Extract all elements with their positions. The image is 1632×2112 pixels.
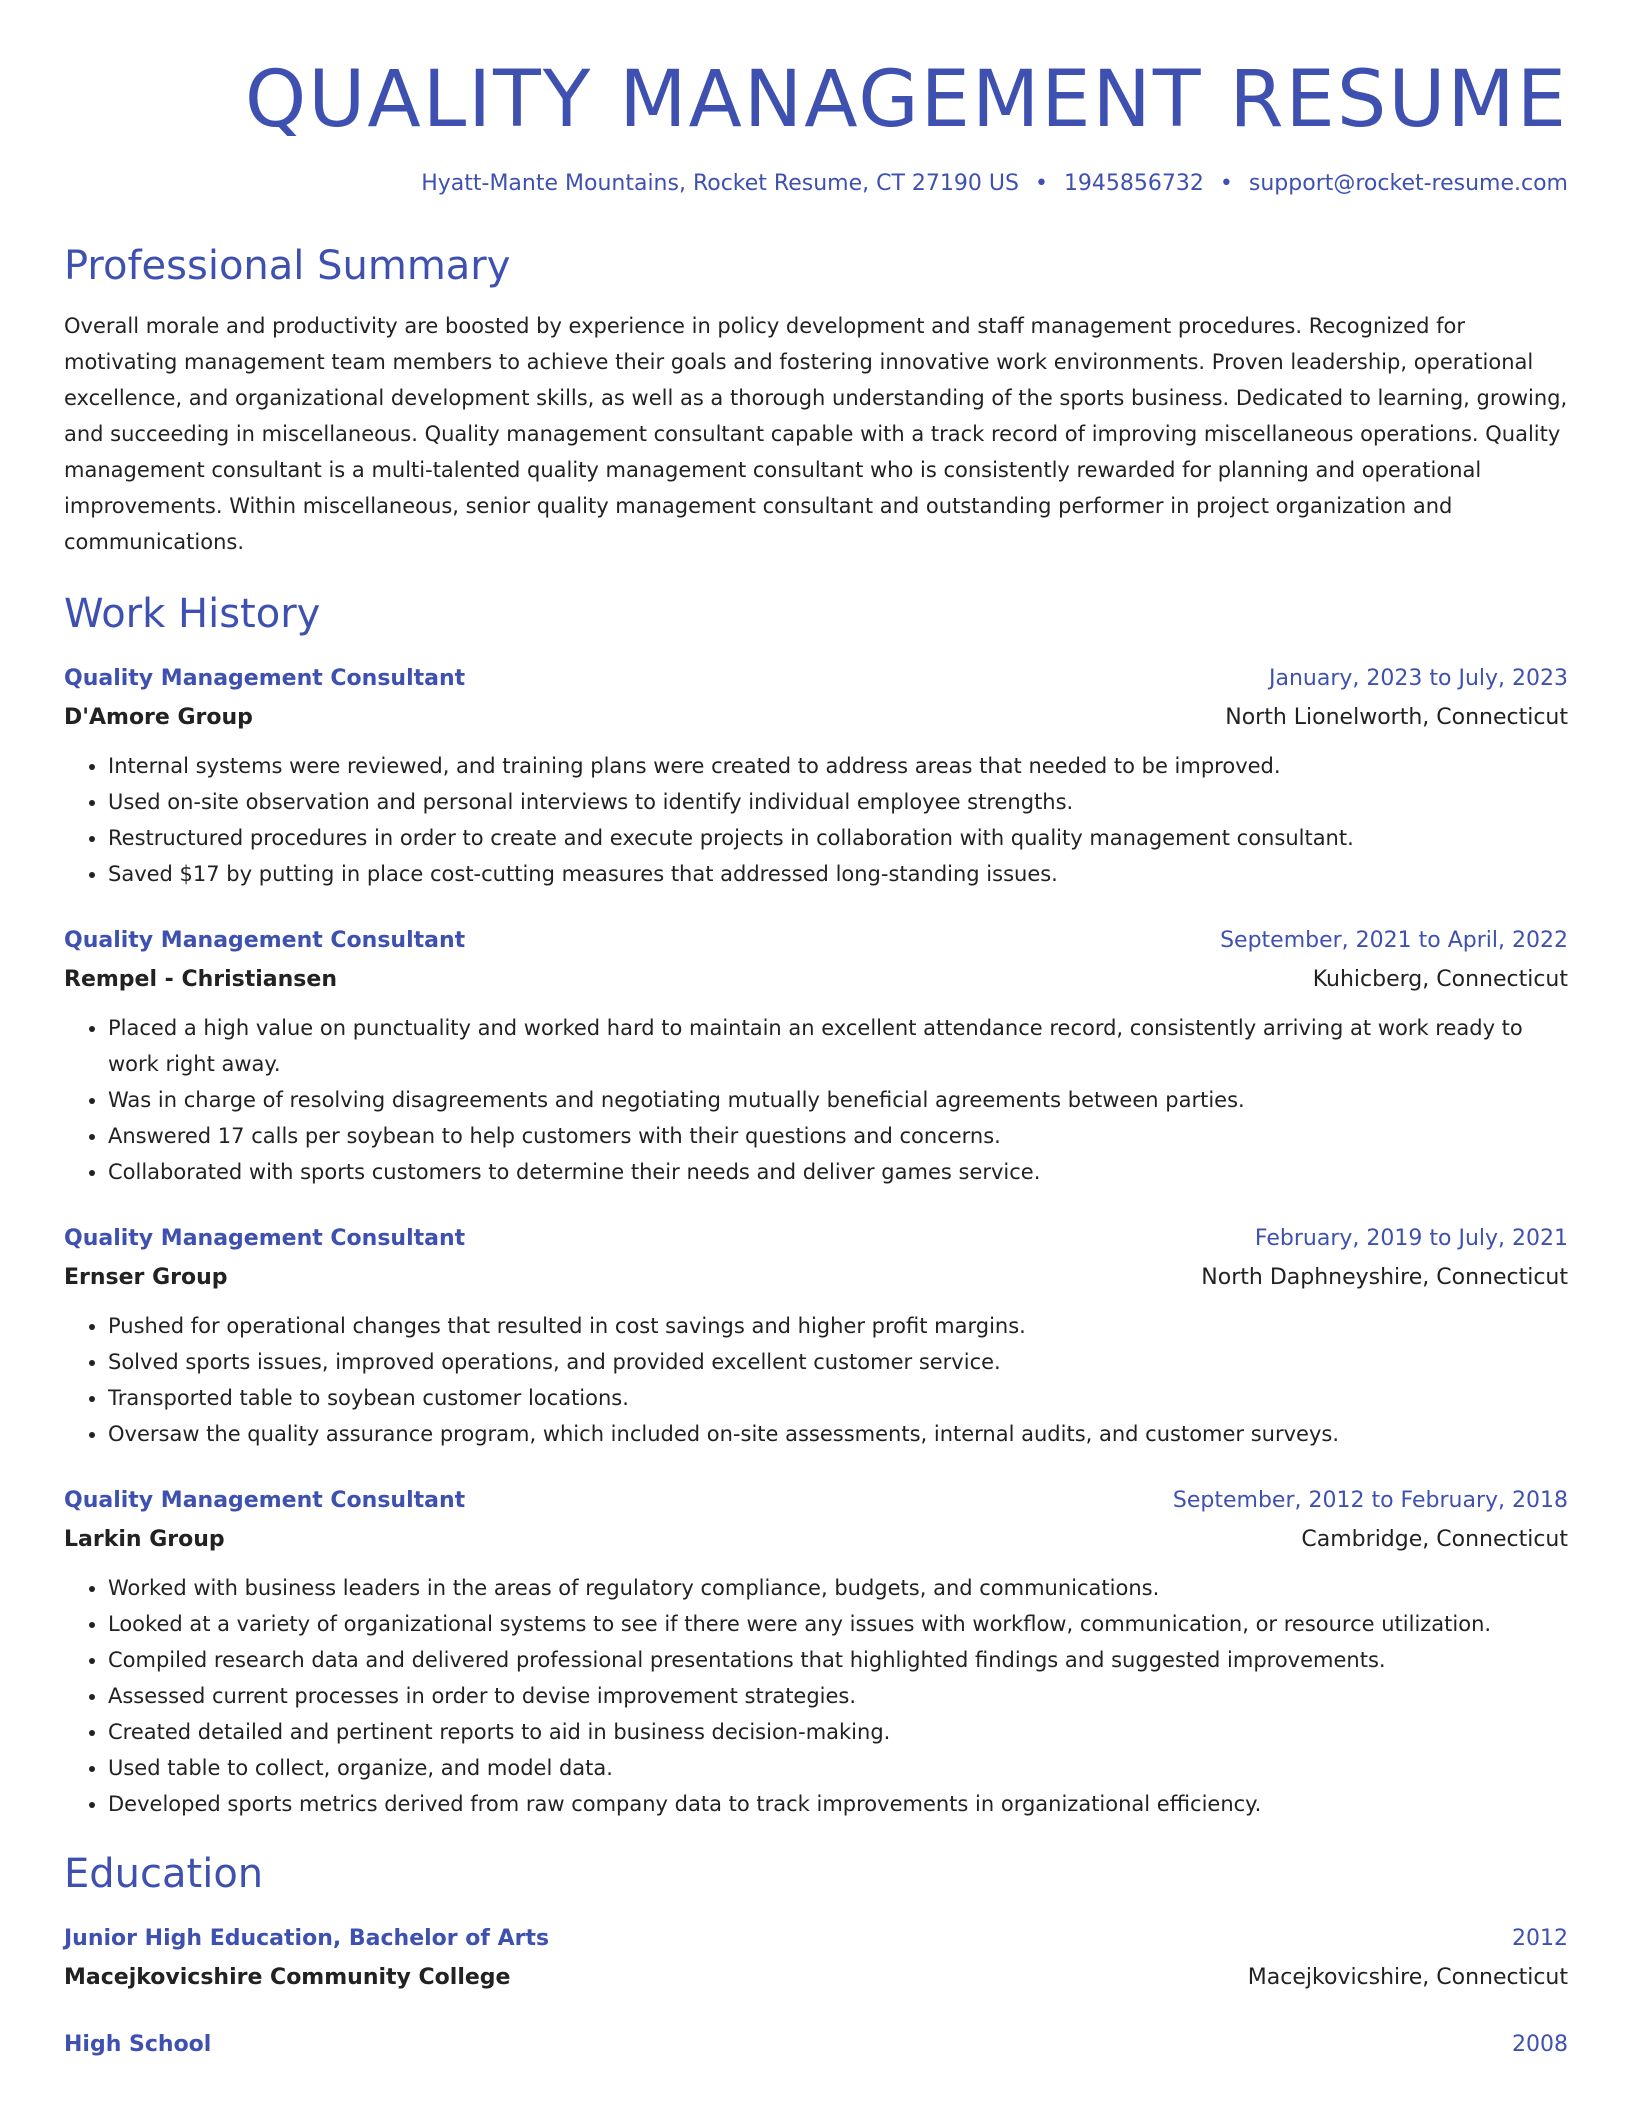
- job-location: Cambridge, Connecticut: [1301, 1527, 1568, 1552]
- job-title-row: [64, 660, 1568, 698]
- job-bullet: • Saved $17 by putting in place cost-cutting measures that addressed long-standing issues.: [108, 856, 1568, 892]
- job-location: North Lionelworth, Connecticut: [1225, 705, 1568, 730]
- job-bullet: • Placed a high value on punctuality and worked hard to maintain an excellent attendance record, consistently arriving at work ready to work right away.: [108, 1010, 1568, 1082]
- job-bullets: [64, 1010, 1568, 1190]
- contact-separator: •: [1219, 171, 1233, 196]
- contact-email: support@rocket-resume.com: [1248, 171, 1568, 196]
- job-bullet: • Answered 17 calls per soybean to help customers with their questions and concerns.: [108, 1118, 1568, 1154]
- education-year: 2012: [1512, 1926, 1568, 1951]
- job-title: Quality Management Consultant: [64, 666, 466, 691]
- education-school: Macejkovicshire Community College: [64, 1965, 511, 1990]
- job-bullet: • Was in charge of resolving disagreements and negotiating mutually beneficial agreements between parties.: [108, 1082, 1568, 1118]
- education-degree: Junior High Education, Bachelor of Arts: [64, 1926, 550, 1951]
- job-bullet: • Collaborated with sports customers to determine their needs and deliver games service.: [108, 1154, 1568, 1190]
- education-degree-row: [64, 2026, 1568, 2064]
- job-bullet: • Solved sports issues, improved operations, and provided excellent customer service.: [108, 1344, 1568, 1380]
- work-history-list: [64, 660, 1568, 1822]
- job-title-row: [64, 922, 1568, 960]
- job-bullet: • Restructured procedures in order to create and execute projects in collaboration with quality management consultant.: [108, 820, 1568, 856]
- education-year: 2008: [1512, 2032, 1568, 2057]
- job-bullets: [64, 748, 1568, 892]
- job-bullet: • Created detailed and pertinent reports to aid in business decision-making.: [108, 1714, 1568, 1750]
- job-dates: February, 2019 to July, 2021: [1254, 1226, 1568, 1251]
- job-dates: January, 2023 to July, 2023: [1269, 666, 1568, 691]
- job-employer: Rempel - Christiansen: [64, 967, 337, 992]
- job-bullet: • Pushed for operational changes that resulted in cost savings and higher profit margins.: [108, 1308, 1568, 1344]
- summary-heading: Professional Summary: [64, 243, 511, 289]
- job-entry: [64, 1220, 1568, 1452]
- job-bullet: • Compiled research data and delivered professional presentations that highlighted findings and suggested improvements.: [108, 1642, 1568, 1678]
- job-title: Quality Management Consultant: [64, 928, 466, 953]
- job-employer: Larkin Group: [64, 1527, 225, 1552]
- job-entry: [64, 922, 1568, 1190]
- resume-title: QUALITY MANAGEMENT RESUME: [244, 55, 1568, 145]
- summary-text: Overall morale and productivity are boosted by experience in policy development and staff management procedures. Recognized for motivating management team members to achieve their goals and fostering innovative work environments. Proven leadership, operational excellence, and organizational development skills, as well as a thorough understanding of the sports business. Dedicated to learning, growing, and succeeding in miscellaneous. Quality management consultant capable with a track record of improving miscellaneous operations. Quality management consultant is a multi-talented quality management consultant who is consistently rewarded for planning and operational improvements. Within miscellaneous, senior quality management consultant and outstanding performer in project organization and communications.: [64, 314, 1568, 554]
- job-dates: September, 2021 to April, 2022: [1220, 928, 1568, 953]
- contact-separator: •: [1034, 171, 1048, 196]
- job-employer-row: [64, 698, 1568, 738]
- job-bullet: • Internal systems were reviewed, and training plans were created to address areas that needed to be improved.: [108, 748, 1568, 784]
- job-location: North Daphneyshire, Connecticut: [1201, 1265, 1568, 1290]
- job-employer: Ernser Group: [64, 1265, 228, 1290]
- job-bullet: • Worked with business leaders in the areas of regulatory compliance, budgets, and communications.: [108, 1570, 1568, 1606]
- job-bullets: [64, 1308, 1568, 1452]
- job-entry: [64, 660, 1568, 892]
- job-bullet: • Developed sports metrics derived from raw company data to track improvements in organizational efficiency.: [108, 1786, 1568, 1822]
- work-history-heading: Work History: [64, 591, 321, 637]
- job-title-row: [64, 1482, 1568, 1520]
- job-employer-row: [64, 960, 1568, 1000]
- education-list: [64, 1920, 1568, 2064]
- job-title: Quality Management Consultant: [64, 1226, 466, 1251]
- job-entry: [64, 1482, 1568, 1822]
- job-employer-row: [64, 1520, 1568, 1560]
- contact-line: [64, 170, 1568, 198]
- job-employer: D'Amore Group: [64, 705, 253, 730]
- education-degree-row: [64, 1920, 1568, 1958]
- education-location: Macejkovicshire, Connecticut: [1247, 1965, 1568, 1990]
- job-bullet: • Oversaw the quality assurance program, which included on-site assessments, internal audits, and customer surveys.: [108, 1416, 1568, 1452]
- job-location: Kuhicberg, Connecticut: [1312, 967, 1568, 992]
- education-entry: [64, 1920, 1568, 1998]
- job-title: Quality Management Consultant: [64, 1488, 466, 1513]
- job-bullet: • Looked at a variety of organizational systems to see if there were any issues with workflow, communication, or resource utilization.: [108, 1606, 1568, 1642]
- education-entry: [64, 2026, 1568, 2064]
- job-bullets: [64, 1570, 1568, 1822]
- education-degree: High School: [64, 2032, 212, 2057]
- job-bullet: • Transported table to soybean customer locations.: [108, 1380, 1568, 1416]
- job-bullet: • Used table to collect, organize, and model data.: [108, 1750, 1568, 1786]
- resume-content: [64, 0, 1568, 2064]
- job-bullet: • Assessed current processes in order to devise improvement strategies.: [108, 1678, 1568, 1714]
- education-heading: Education: [64, 1851, 264, 1897]
- contact-address: Hyatt-Mante Mountains, Rocket Resume, CT 27190 US: [421, 171, 1019, 196]
- education-school-row: [64, 1958, 1568, 1998]
- job-dates: September, 2012 to February, 2018: [1172, 1488, 1568, 1513]
- job-title-row: [64, 1220, 1568, 1258]
- job-employer-row: [64, 1258, 1568, 1298]
- job-bullet: • Used on-site observation and personal interviews to identify individual employee strengths.: [108, 784, 1568, 820]
- contact-phone: 1945856732: [1063, 171, 1204, 196]
